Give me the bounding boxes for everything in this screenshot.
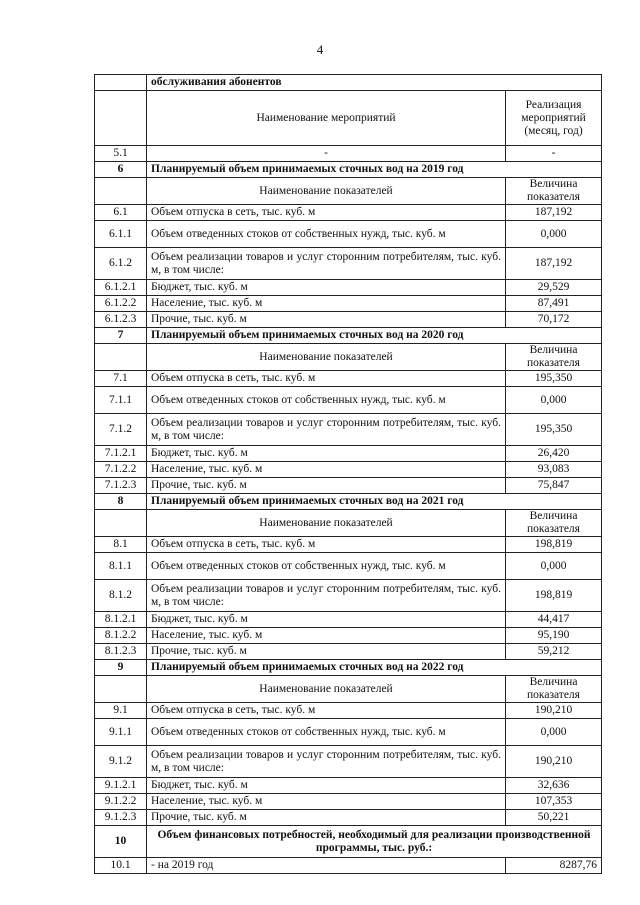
table-row (95, 719, 602, 746)
row-number (95, 676, 147, 703)
row-number: 8.1.2 (95, 580, 147, 612)
table-row (95, 371, 602, 387)
section-number: 10 (95, 826, 147, 858)
row-number: 7.1.2.3 (95, 478, 147, 494)
row-number: 6.1.2.3 (95, 312, 147, 328)
table-row (95, 778, 602, 794)
row-value: 190,210 (506, 746, 602, 778)
table-row (95, 387, 602, 414)
row-value: 93,083 (506, 462, 602, 478)
table-row (95, 221, 602, 248)
row-value: 44,417 (506, 612, 602, 628)
production-program-table (94, 74, 602, 874)
row-name: Объем реализации товаров и услуг сторонним потребителям, тыс. куб. м, в том числе: (147, 746, 506, 778)
row-value: 75,847 (506, 478, 602, 494)
row-value: - (506, 146, 602, 162)
row-name: Население, тыс. куб. м (147, 462, 506, 478)
measures-header-row (95, 91, 602, 146)
table-row (95, 146, 602, 162)
table-row (95, 414, 602, 446)
column-header-value: Величина показателя (506, 510, 602, 537)
row-value: 0,000 (506, 221, 602, 248)
table-row (95, 810, 602, 826)
row-name: Объем отпуска в сеть, тыс. куб. м (147, 537, 506, 553)
page-number: 4 (316, 42, 324, 57)
table-row (95, 858, 602, 874)
row-number: 8.1.2.2 (95, 628, 147, 644)
row-value: 187,192 (506, 205, 602, 221)
row-number: 6.1.2.2 (95, 296, 147, 312)
row-value: 198,819 (506, 537, 602, 553)
table-row (95, 612, 602, 628)
row-number (95, 344, 147, 371)
column-header-name: Наименование показателей (147, 344, 506, 371)
row-value: 70,172 (506, 312, 602, 328)
row-number: 9.1.2 (95, 746, 147, 778)
column-header-name: Наименование мероприятий (147, 91, 506, 146)
row-value: 190,210 (506, 703, 602, 719)
header-continuation-row (95, 75, 602, 91)
row-number: 6.1.2 (95, 248, 147, 280)
section-number: 6 (95, 162, 147, 178)
row-value: 187,192 (506, 248, 602, 280)
row-name: Бюджет, тыс. куб. м (147, 280, 506, 296)
row-value: 29,529 (506, 280, 602, 296)
row-name: Объем реализации товаров и услуг сторонним потребителям, тыс. куб. м, в том числе: (147, 414, 506, 446)
row-value: 95,190 (506, 628, 602, 644)
row-name: Объем реализации товаров и услуг сторонним потребителям, тыс. куб. м, в том числе: (147, 248, 506, 280)
row-name: Население, тыс. куб. м (147, 628, 506, 644)
row-name: Объем отведенных стоков от собственных нужд, тыс. куб. м (147, 553, 506, 580)
row-name: Прочие, тыс. куб. м (147, 478, 506, 494)
table-row (95, 580, 602, 612)
indicator-header-row (95, 510, 602, 537)
row-name: Бюджет, тыс. куб. м (147, 778, 506, 794)
row-name: Объем отведенных стоков от собственных нужд, тыс. куб. м (147, 387, 506, 414)
row-name: Объем отведенных стоков от собственных нужд, тыс. куб. м (147, 221, 506, 248)
section-title: Планируемый объем принимаемых сточных вод на 2019 год (147, 162, 602, 178)
row-number: 8.1.2.1 (95, 612, 147, 628)
row-value: 59,212 (506, 644, 602, 660)
row-value: 32,636 (506, 778, 602, 794)
column-header-value: Реализация мероприятий (месяц, год) (506, 91, 602, 146)
row-value: 198,819 (506, 580, 602, 612)
row-number: 7.1.1 (95, 387, 147, 414)
row-number (95, 91, 147, 146)
table-row (95, 446, 602, 462)
row-name: Прочие, тыс. куб. м (147, 312, 506, 328)
row-number: 6.1 (95, 205, 147, 221)
row-number: 9.1.2.2 (95, 794, 147, 810)
table-row (95, 537, 602, 553)
table-row (95, 703, 602, 719)
row-number: 7.1 (95, 371, 147, 387)
row-number: 9.1.2.1 (95, 778, 147, 794)
row-name: - (147, 146, 506, 162)
column-header-value: Величина показателя (506, 676, 602, 703)
row-name: Бюджет, тыс. куб. м (147, 446, 506, 462)
table-row (95, 248, 602, 280)
row-number: 8.1.2.3 (95, 644, 147, 660)
table-row (95, 312, 602, 328)
section-number: 7 (95, 328, 147, 344)
section-title: Планируемый объем принимаемых сточных вод на 2022 год (147, 660, 602, 676)
section-title: обслуживания абонентов (147, 75, 602, 91)
table-row (95, 462, 602, 478)
indicator-header-row (95, 676, 602, 703)
table-row (95, 280, 602, 296)
row-number: 7.1.2 (95, 414, 147, 446)
table-row (95, 553, 602, 580)
row-value: 50,221 (506, 810, 602, 826)
row-number: 6.1.2.1 (95, 280, 147, 296)
row-number: 8.1.1 (95, 553, 147, 580)
section-number: 9 (95, 660, 147, 676)
row-number: 8.1 (95, 537, 147, 553)
row-name: Объем отпуска в сеть, тыс. куб. м (147, 205, 506, 221)
column-header-name: Наименование показателей (147, 676, 506, 703)
row-name: Объем отпуска в сеть, тыс. куб. м (147, 371, 506, 387)
row-name: Прочие, тыс. куб. м (147, 644, 506, 660)
table-row (95, 644, 602, 660)
column-header-name: Наименование показателей (147, 178, 506, 205)
row-value: 0,000 (506, 719, 602, 746)
row-number: 9.1.2.3 (95, 810, 147, 826)
section-title-row (95, 826, 602, 858)
table-row (95, 794, 602, 810)
row-name: Объем отведенных стоков от собственных нужд, тыс. куб. м (147, 719, 506, 746)
row-value: 87,491 (506, 296, 602, 312)
row-number: 9.1.1 (95, 719, 147, 746)
section-title: Планируемый объем принимаемых сточных вод на 2021 год (147, 494, 602, 510)
row-value: 195,350 (506, 371, 602, 387)
row-number: 5.1 (95, 146, 147, 162)
row-name: Бюджет, тыс. куб. м (147, 612, 506, 628)
column-header-value: Величина показателя (506, 344, 602, 371)
table-row (95, 746, 602, 778)
row-number: 7.1.2.1 (95, 446, 147, 462)
section-title: Планируемый объем принимаемых сточных вод на 2020 год (147, 328, 602, 344)
table-row (95, 205, 602, 221)
row-value: 26,420 (506, 446, 602, 462)
column-header-value: Величина показателя (506, 178, 602, 205)
row-name: Прочие, тыс. куб. м (147, 810, 506, 826)
row-name: Объем реализации товаров и услуг сторонним потребителям, тыс. куб. м, в том числе: (147, 580, 506, 612)
row-value: 107,353 (506, 794, 602, 810)
section-number: 8 (95, 494, 147, 510)
row-name: Население, тыс. куб. м (147, 296, 506, 312)
column-header-name: Наименование показателей (147, 510, 506, 537)
table-row (95, 628, 602, 644)
section-title: Объем финансовых потребностей, необходимый для реализации производственной программы, тыс. руб.: (147, 826, 602, 858)
row-name: - на 2019 год (147, 858, 506, 874)
row-number: 7.1.2.2 (95, 462, 147, 478)
row-number (95, 510, 147, 537)
indicator-header-row (95, 344, 602, 371)
table-row (95, 296, 602, 312)
section-title-row (95, 660, 602, 676)
row-number: 9.1 (95, 703, 147, 719)
row-value: 195,350 (506, 414, 602, 446)
row-name: Население, тыс. куб. м (147, 794, 506, 810)
row-number: 10.1 (95, 858, 147, 874)
section-title-row (95, 162, 602, 178)
indicator-header-row (95, 178, 602, 205)
table-row (95, 478, 602, 494)
section-title-row (95, 494, 602, 510)
row-number (95, 178, 147, 205)
row-name: Объем отпуска в сеть, тыс. куб. м (147, 703, 506, 719)
row-number: 6.1.1 (95, 221, 147, 248)
section-title-row (95, 328, 602, 344)
row-number (95, 75, 147, 91)
row-value: 8287,76 (506, 858, 602, 874)
row-value: 0,000 (506, 553, 602, 580)
row-value: 0,000 (506, 387, 602, 414)
